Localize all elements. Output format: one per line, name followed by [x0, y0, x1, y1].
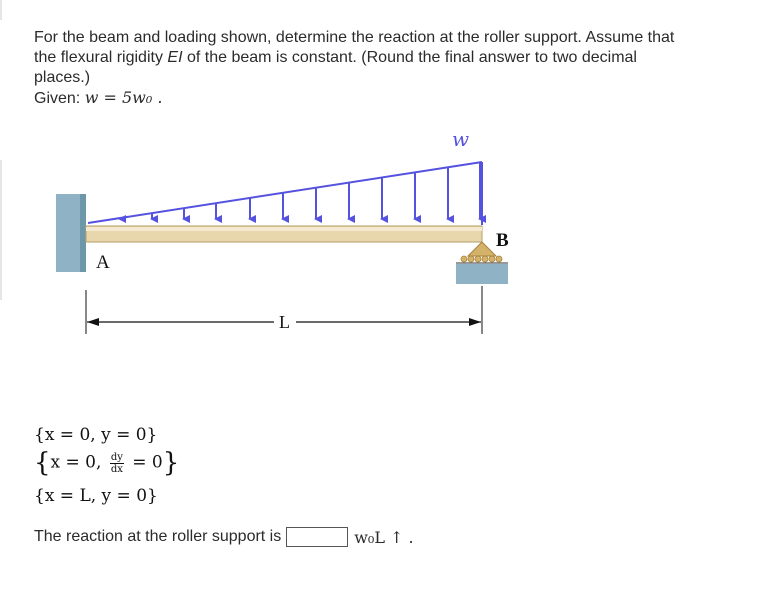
ground-block: [456, 264, 508, 284]
question-line-2-end: of the beam is constant. (Round the final answer to two decimal: [182, 49, 637, 66]
bc2-end: = 0: [132, 452, 163, 473]
answer-row: [34, 527, 414, 547]
roller-wheel: [475, 256, 481, 262]
brace-open: {: [34, 448, 51, 478]
boundary-condition-1: {x = 0, y = 0}: [34, 425, 158, 445]
load-label: w: [452, 127, 470, 151]
roller-wheel: [461, 256, 467, 262]
load-envelope: [88, 162, 482, 223]
question-line-2-start: the flexural rigidity: [34, 49, 168, 66]
brace-close: }: [162, 448, 180, 478]
roller-wheel: [468, 256, 474, 262]
beam-highlight: [86, 227, 482, 231]
given-equation: w = 5w₀ .: [84, 88, 163, 107]
roller-wheel: [489, 256, 495, 262]
roller-wheels: [461, 256, 502, 262]
fixed-wall-shade: [80, 194, 86, 272]
ei-symbol: EI: [167, 49, 183, 66]
question-line-3: places.): [34, 69, 91, 86]
boundary-condition-2: [34, 448, 179, 478]
question-line-1: For the beam and loading shown, determine the reaction at the roller support. Assume that: [34, 29, 675, 46]
fraction-denominator: dx: [110, 463, 123, 475]
length-label: L: [279, 312, 290, 332]
roller-wheel: [482, 256, 488, 262]
answer-prompt: The reaction at the roller support is: [34, 528, 282, 545]
support-a-label: A: [96, 252, 110, 273]
bc2-start: x = 0,: [50, 452, 102, 473]
support-b-label: B: [496, 230, 509, 251]
answer-input[interactable]: [286, 527, 348, 547]
roller-wheel: [496, 256, 502, 262]
boundary-condition-3: {x = L, y = 0}: [34, 486, 158, 506]
fraction-numerator: dy: [110, 451, 123, 463]
roller-support: [468, 242, 496, 256]
answer-unit: w₀L ↑ .: [354, 527, 414, 547]
given-label: Given:: [34, 90, 81, 107]
dy-dx-fraction: [110, 452, 124, 475]
